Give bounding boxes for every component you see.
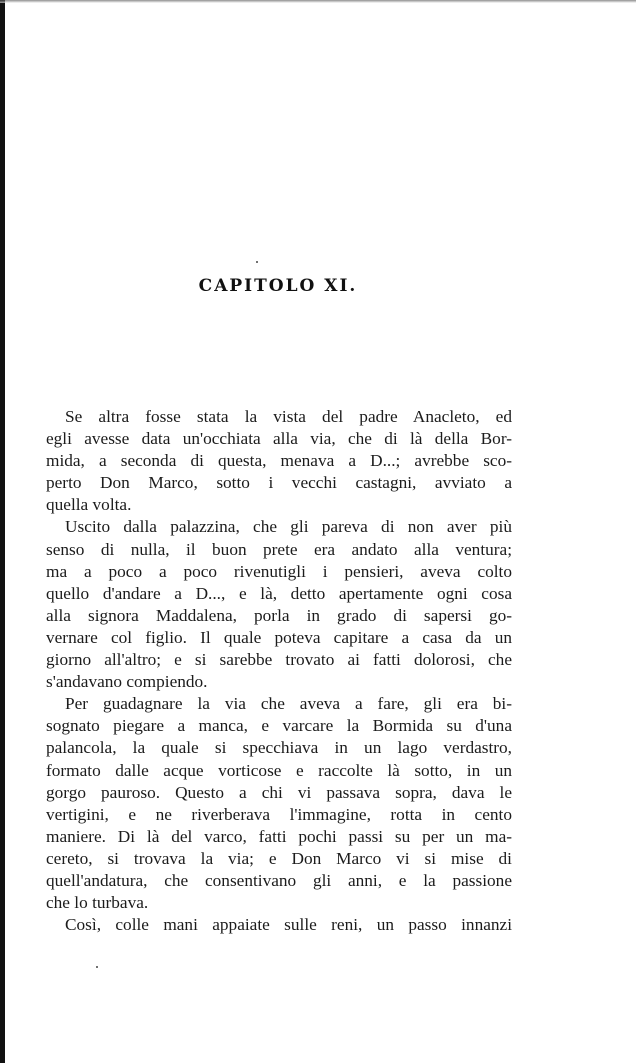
text-line: quell'andatura, che consentivano gli anni, e la passione bbox=[46, 870, 512, 890]
text-line: sognato piegare a manca, e varcare la Bormida su d'una bbox=[46, 716, 512, 736]
text-line: che lo turbava. bbox=[46, 893, 149, 913]
text-line: vernare col figlio. Il quale poteva capitare a casa da un bbox=[46, 627, 512, 647]
text-line: senso di nulla, il buon prete era andato alla ventura; bbox=[46, 539, 512, 559]
text-line: maniere. Di là del varco, fatti pochi passi su per un ma- bbox=[46, 826, 512, 846]
text-line: quella volta. bbox=[46, 495, 132, 515]
paragraph bbox=[46, 406, 512, 516]
text-line: perto Don Marco, sotto i vecchi castagni, avviato a bbox=[46, 473, 512, 493]
paragraph bbox=[46, 914, 512, 936]
ink-speck bbox=[96, 966, 98, 968]
text-line: giorno all'altro; e si sarebbe trovato ai fatti dolorosi, che bbox=[46, 650, 512, 670]
text-line: s'andavano compiendo. bbox=[46, 672, 208, 692]
text-line: Uscito dalla palazzina, che gli pareva di non aver più bbox=[65, 517, 512, 537]
text-line: ma a poco a poco rivenutigli i pensieri, aveva colto bbox=[46, 561, 512, 581]
body-text bbox=[46, 406, 512, 936]
text-line: formato dalle acque vorticose e raccolte là sotto, in un bbox=[46, 760, 512, 780]
text-line: Se altra fosse stata la vista del padre Anacleto, ed bbox=[65, 407, 512, 426]
text-line: alla signora Maddalena, porla in grado di sapersi go- bbox=[46, 605, 512, 625]
page-top-edge bbox=[0, 0, 636, 3]
text-line: egli avesse data un'occhiata alla via, che di là della Bor- bbox=[46, 429, 512, 449]
text-line: palancola, la quale si specchiava in un lago verdastro, bbox=[46, 738, 512, 758]
text-line: gorgo pauroso. Questo a chi vi passava sopra, dava le bbox=[46, 782, 512, 802]
text-line: Così, colle mani appaiate sulle reni, un passo innanzi bbox=[65, 915, 512, 935]
text-line: vertigini, e ne riverberava l'immagine, rotta in cento bbox=[46, 804, 512, 824]
paragraph bbox=[46, 516, 512, 693]
paragraph bbox=[46, 693, 512, 914]
text-line: Per guadagnare la via che aveva a fare, gli era bi- bbox=[65, 694, 512, 714]
chapter-title: CAPITOLO XI. bbox=[198, 276, 358, 296]
text-line: quello d'andare a D..., e là, detto apertamente ogni cosa bbox=[46, 583, 512, 603]
page-binding-edge bbox=[0, 0, 5, 1063]
text-line: mida, a seconda di questa, menava a D...; avrebbe sco- bbox=[46, 451, 512, 471]
text-line: cereto, si trovava la via; e Don Marco vi si mise di bbox=[46, 848, 512, 868]
ink-speck bbox=[256, 261, 258, 263]
